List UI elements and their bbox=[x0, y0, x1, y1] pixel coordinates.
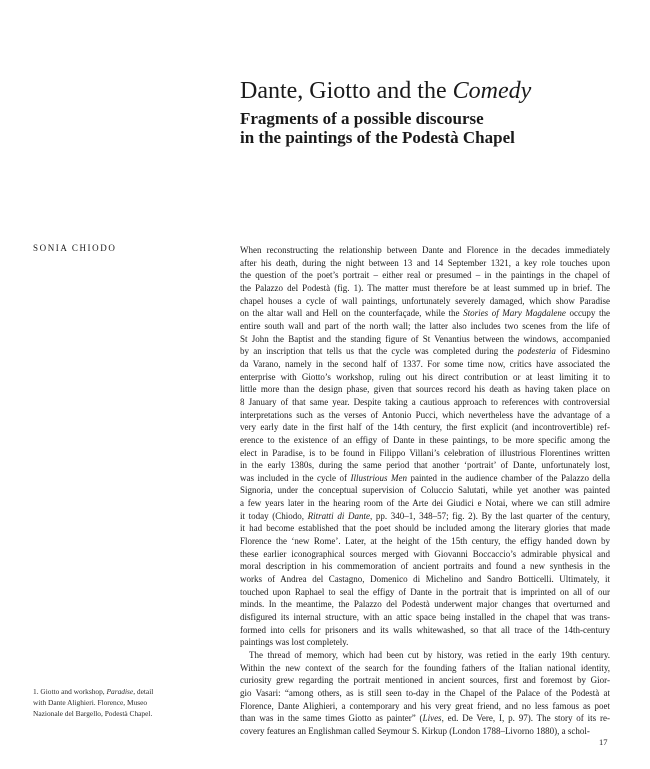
body-line: elect in Paradise, is to be found in Filippo Villani’s celebration of illustrious Florentines written bbox=[240, 447, 610, 458]
body-line: by an inscription that tells us that the cycle was completed during the podesteria of Fidesmino bbox=[240, 346, 610, 357]
body-line: disfigured its internal structure, with an attic space being installed in the chapel that was trans- bbox=[240, 612, 610, 623]
body-line: St John the Baptist and the standing figure of St Venantius between the windows, accompanied bbox=[240, 333, 610, 344]
body-line: chapel houses a cycle of wall paintings, unfortunately severely damaged, which show Paradise bbox=[240, 295, 610, 306]
title-main: Dante, Giotto and the bbox=[240, 78, 453, 104]
body-line: these earlier iconographical sources merged with Giovanni Boccaccio’s admirable physical and bbox=[240, 548, 610, 559]
body-line: Florence the ‘new Rome’. Later, at the height of the 15th century, the effigy handed down by bbox=[240, 536, 610, 547]
body-line: on the altar wall and Hell on the counterfaçade, while the Stories of Mary Magdalene occupy the bbox=[240, 308, 610, 319]
body-line: Within the new context of the search for the founding fathers of the Italian national identity, bbox=[240, 662, 610, 673]
body-line: in the early 1380s, during the same period that another ‘portrait’ of Dante, unfortunately lost, bbox=[240, 460, 610, 471]
body-line: was included in the cycle of Illustrious Men painted in the audience chamber of the Palazzo della bbox=[240, 472, 610, 483]
body-line: The thread of memory, which had been cut by history, was retied in the early 19th century. bbox=[249, 650, 610, 660]
body-line: gio Vasari: “among others, as is still seen to-day in the Chapel of the Palace of the Podestà at bbox=[240, 687, 610, 698]
body-line: da Varano, namely in the second half of 1337. For some time now, critics have associated the bbox=[240, 358, 610, 369]
body-line: it had become established that the poet should be included among the literary glories that made bbox=[240, 523, 610, 534]
subtitle-line: Fragments of a possible discourse bbox=[240, 109, 484, 128]
body-line: the question of the poet’s portrait – either real or presumed – in the paintings in the chapel of bbox=[240, 270, 610, 281]
article-subtitle bbox=[240, 109, 630, 147]
body-line: moral description in his commemoration of ancient portraits and found a new synthesis in the bbox=[240, 561, 610, 572]
body-line: the Palazzo del Podestà (fig. 1). The matter must therefore be at least summed up in brief. The bbox=[240, 282, 610, 293]
body-line: it today (Chiodo, Ritratti di Dante, pp. 340–1, 348–57; fig. 2). By the last quarter of the century, bbox=[240, 510, 610, 521]
body-line: interpretations such as the verses of Antonio Pucci, which nevertheless have the advantage of a bbox=[240, 409, 610, 420]
body-line: curiosity grew regarding the portrait mentioned in ancient sources, first and foremost by Gior- bbox=[240, 675, 610, 686]
body-line: paintings was lost completely. bbox=[240, 637, 349, 648]
body-line: very early date in the first half of the 14th century, the first explicit (and incontrovertible) ref- bbox=[240, 422, 610, 433]
body-line: Signoria, under the conceptual supervision of Coluccio Salutati, while yet another was painted bbox=[240, 485, 610, 496]
caption-line: Nazionale del Bargello, Podestà Chapel. bbox=[33, 709, 153, 718]
body-line: 8 January of that same year. Despite taking a cautious approach to references with controversial bbox=[240, 396, 610, 407]
article-title bbox=[240, 77, 630, 105]
body-line: enterprise with Giotto’s workshop, ruling out his direct contribution or at least limiting it to bbox=[240, 371, 610, 382]
body-line: a few years later in the hearing room of the Arte dei Giudici e Notai, where we can still admire bbox=[240, 498, 610, 509]
body-line: minds. In the meantime, the Palazzo del Podestà underwent major changes that overturned and bbox=[240, 599, 610, 610]
body-line: erence to the existence of an effigy of Dante in these paintings, to be more specific among the bbox=[240, 434, 610, 445]
body-line: works of Andrea del Castagno, Domenico di Michelino and Sandro Botticelli. Ultimately, it bbox=[240, 574, 610, 585]
body-line: touched upon Raphael to seal the effigy of Dante in the portrait that is imprinted on all of our bbox=[240, 586, 610, 597]
subtitle-line: in the paintings of the Podestà Chapel bbox=[240, 128, 515, 147]
body-line: than was in the same times Giotto as painter” (Lives, ed. De Vere, I, p. 97). The story of its re- bbox=[240, 713, 610, 724]
figure-caption bbox=[33, 686, 203, 719]
page-number: 17 bbox=[599, 737, 608, 747]
caption-line: with Dante Alighieri. Florence, Museo bbox=[33, 698, 148, 707]
body-line: little more than the design phase, given that sources record his death as having taken place on bbox=[240, 384, 610, 395]
title-italic: Comedy bbox=[452, 78, 532, 104]
author-name: SONIA CHIODO bbox=[33, 243, 117, 253]
body-line: formed into cells for prisoners and its walls whitewashed, so that all trace of the 14th-century bbox=[240, 624, 610, 635]
body-line: covery features an Englishman called Seymour S. Kirkup (London 1788–Livorno 1880), a schol- bbox=[240, 725, 590, 736]
body-line: When reconstructing the relationship between Dante and Florence in the decades immediately bbox=[240, 245, 610, 255]
body-line: entire south wall and part of the north wall; the latter also includes two scenes from the life of bbox=[240, 320, 610, 331]
caption-line: 1. Giotto and workshop, Paradise, detail bbox=[33, 687, 154, 696]
body-line: after his death, during the night between 13 and 14 September 1321, a key role touches upon bbox=[240, 257, 610, 268]
body-text bbox=[240, 244, 610, 738]
body-line: Florence, Dante Alighieri, a contemporary and his very great friend, and no less famous as poet bbox=[240, 700, 610, 711]
